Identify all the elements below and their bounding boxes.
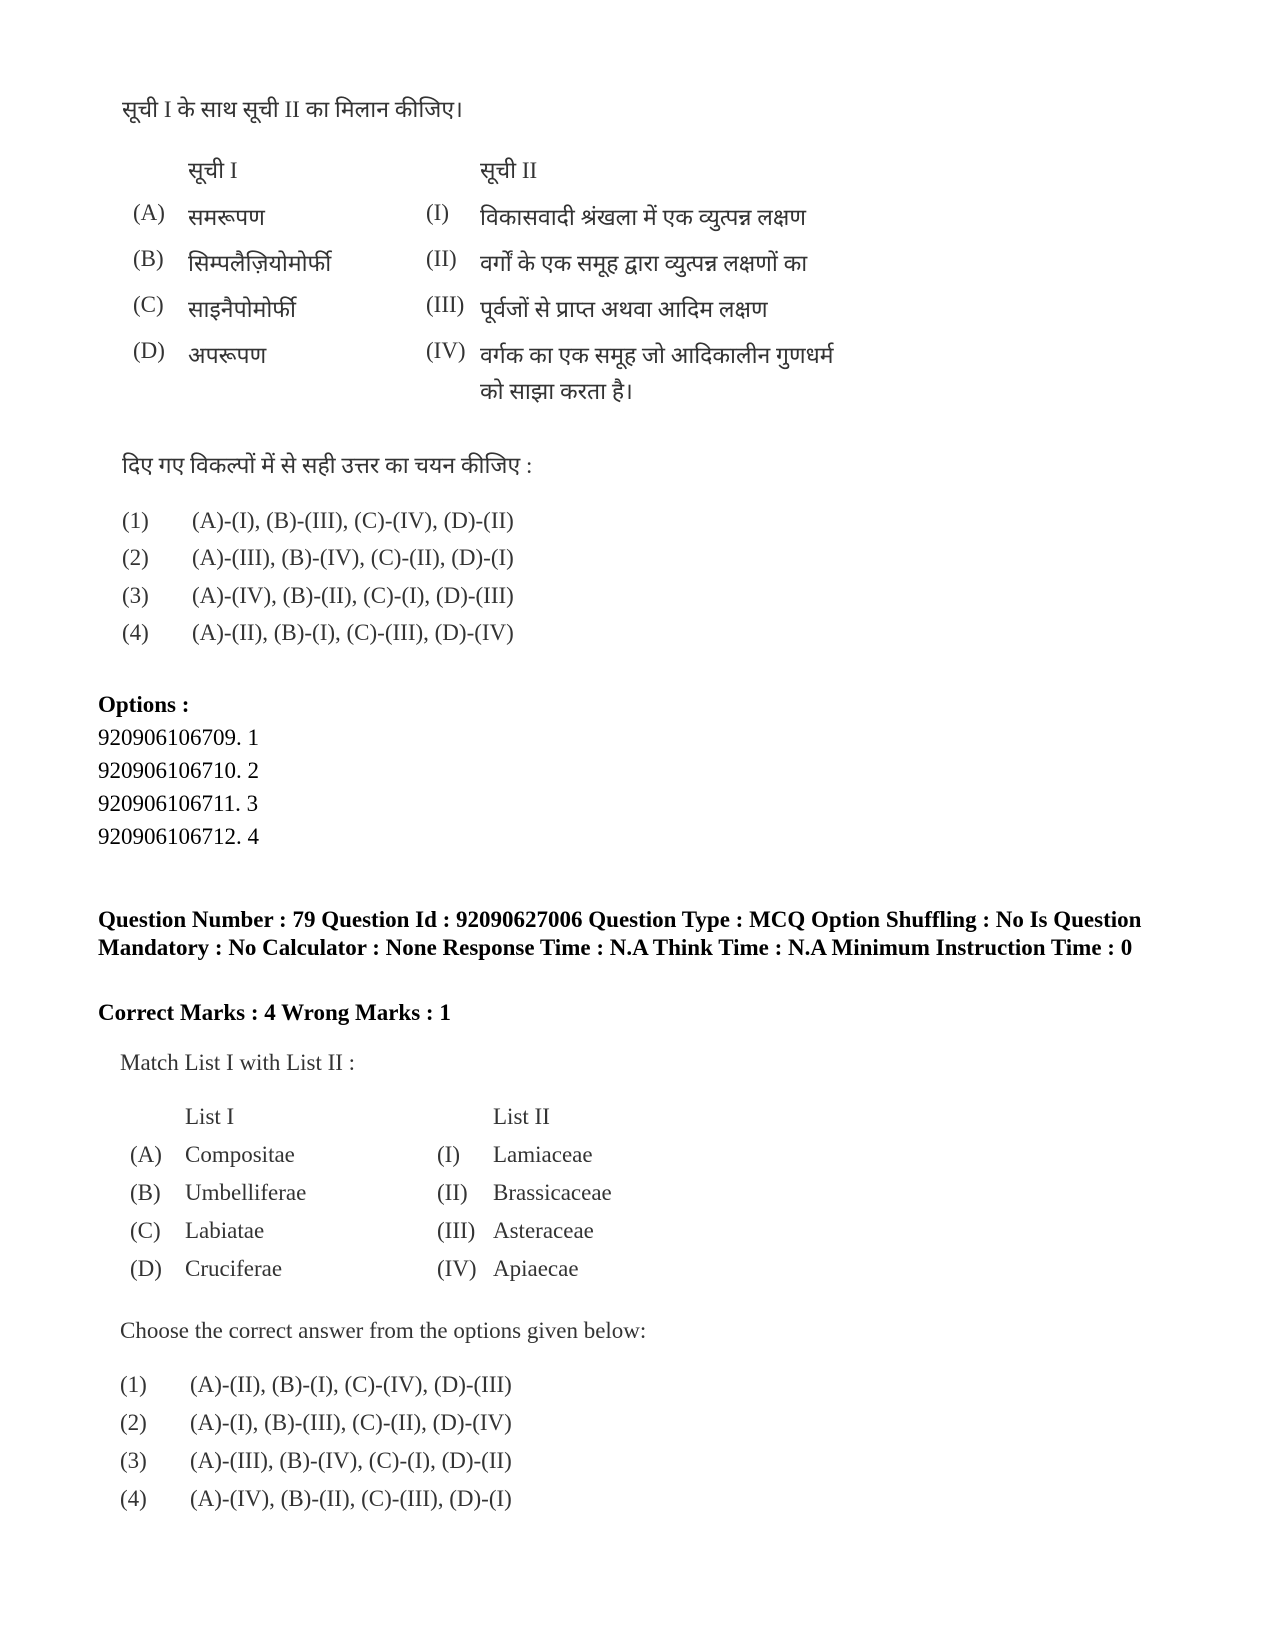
answer-number: (4): [120, 1486, 147, 1511]
hindi-row-right-text: वर्गक का एक समूह जो आदिकालीन गुणधर्म: [480, 343, 834, 368]
english-row-left-text: Umbelliferae: [185, 1180, 307, 1205]
hindi-row-left-key: (C): [133, 292, 164, 317]
answer-text: (A)-(III), (B)-(IV), (C)-(I), (D)-(II): [190, 1448, 512, 1473]
english-row-left-text: Compositae: [185, 1142, 295, 1167]
english-row-right-key: (IV): [437, 1256, 477, 1281]
english-row-left-key: (A): [130, 1142, 162, 1167]
option-item: 920906106712. 4: [98, 824, 259, 849]
hindi-row-left-text: समरूपण: [188, 205, 265, 230]
answer-text: (A)-(IV), (B)-(II), (C)-(III), (D)-(I): [190, 1486, 512, 1511]
hindi-row-right-key: (II): [426, 246, 457, 271]
english-row-right-text: Brassicaceae: [493, 1180, 612, 1205]
english-row-left-text: Labiatae: [185, 1218, 265, 1243]
english-row-right-key: (II): [437, 1180, 468, 1205]
hindi-row-right-continuation: को साझा करता है।: [480, 379, 633, 404]
english-row-right-key: (I): [437, 1142, 460, 1167]
question-metadata: Question Number : 79 Question Id : 92090627006 Question Type : MCQ Option Shuffling : No Is Question Mandatory : No Calculator : None Response Time : N.A Think Time : N.A Minimum Instruction Time : 0: [98, 907, 1142, 960]
answer-number: (1): [120, 1372, 147, 1397]
option-item: 920906106709. 1: [98, 725, 259, 750]
english-row-left-text: Cruciferae: [185, 1256, 283, 1281]
answer-text: (A)-(II), (B)-(I), (C)-(IV), (D)-(III): [190, 1372, 512, 1397]
answer-number: (1): [122, 508, 149, 533]
english-row-left-key: (D): [130, 1256, 162, 1281]
hindi-row-left-key: (B): [133, 246, 164, 271]
answer-number: (3): [122, 583, 149, 608]
option-item: 920906106710. 2: [98, 758, 259, 783]
english-row-right-key: (III): [437, 1218, 476, 1243]
answer-text: (A)-(III), (B)-(IV), (C)-(II), (D)-(I): [192, 545, 514, 570]
answer-text: (A)-(I), (B)-(III), (C)-(IV), (D)-(II): [192, 508, 514, 533]
english-intro: Match List I with List II :: [120, 1050, 356, 1075]
english-instruction: Choose the correct answer from the options given below:: [120, 1318, 647, 1343]
hindi-row-left-text: साइनैपोमोर्फी: [188, 297, 296, 322]
english-row-right-text: Apiaecae: [493, 1256, 579, 1281]
hindi-instruction: दिए गए विकल्पों में से सही उत्तर का चयन कीजिए :: [122, 453, 533, 478]
option-item: 920906106711. 3: [98, 791, 259, 816]
english-row-left-key: (B): [130, 1180, 161, 1205]
hindi-row-right-key: (III): [426, 292, 465, 317]
hindi-intro: सूची I के साथ सूची II का मिलान कीजिए।: [122, 97, 463, 122]
english-list2-header: List II: [493, 1104, 550, 1129]
answer-text: (A)-(II), (B)-(I), (C)-(III), (D)-(IV): [192, 620, 514, 645]
hindi-row-right-key: (I): [426, 200, 449, 225]
answer-text: (A)-(I), (B)-(III), (C)-(II), (D)-(IV): [190, 1410, 512, 1435]
english-row-right-text: Lamiaceae: [493, 1142, 593, 1167]
answer-number: (2): [122, 545, 149, 570]
hindi-list2-header: सूची II: [480, 158, 538, 183]
hindi-row-left-text: अपरूपण: [188, 343, 267, 368]
hindi-list1-header: सूची I: [188, 158, 238, 183]
english-row-right-text: Asteraceae: [493, 1218, 594, 1243]
hindi-row-right-text: वर्गों के एक समूह द्वारा व्युत्पन्न लक्षणों का: [480, 251, 808, 276]
english-list1-header: List I: [185, 1104, 235, 1129]
hindi-row-left-text: सिम्पलैज़ियोमोर्फी: [188, 251, 332, 276]
english-row-left-key: (C): [130, 1218, 161, 1243]
answer-text: (A)-(IV), (B)-(II), (C)-(I), (D)-(III): [192, 583, 514, 608]
hindi-row-left-key: (D): [133, 338, 165, 363]
answer-number: (3): [120, 1448, 147, 1473]
hindi-row-left-key: (A): [133, 200, 165, 225]
answer-number: (4): [122, 620, 149, 645]
question-marks: Correct Marks : 4 Wrong Marks : 1: [98, 1000, 451, 1025]
hindi-row-right-key: (IV): [426, 338, 466, 363]
answer-number: (2): [120, 1410, 147, 1435]
hindi-row-right-text: विकासवादी श्रंखला में एक व्युत्पन्न लक्षण: [480, 205, 806, 230]
hindi-row-right-text: पूर्वजों से प्राप्त अथवा आदिम लक्षण: [480, 297, 768, 322]
options-label: Options :: [98, 692, 190, 717]
